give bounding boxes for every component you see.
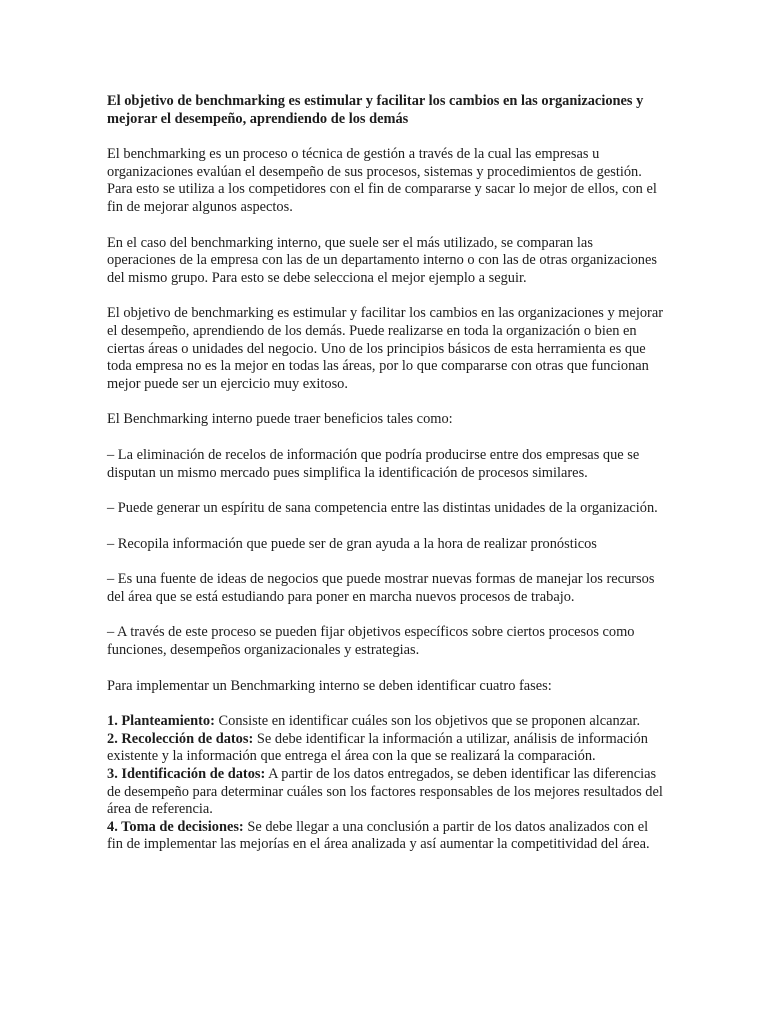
phase-text: Se debe identificar la información a utilizar, análisis de información existente y la información que entrega el área con la que se realizará la comparación. [107,730,648,765]
phases-intro: Para implementar un Benchmarking interno se deben identificar cuatro fases: [107,677,552,694]
phase-label: 4. Toma de decisiones: [107,818,244,835]
intro-paragraph: El benchmarking es un proceso o técnica de gestión a través de la cual las empresas u organizaciones evalúan el desempeño de sus procesos, sistemas y procedimientos de gestión. Para esto se utiliza a los competidores con el fin de compararse y sacar lo mejor de ellos, con el fin de mejorar algunos aspectos. [107,146,657,215]
benefit-item: – Recopila información que puede ser de gran ayuda a la hora de realizar pronósticos [107,535,597,552]
benefit-item: – La eliminación de recelos de información que podría producirse entre dos empresas que se disputan un mismo mercado pues simplifica la identificación de procesos similares. [107,446,640,481]
phase-label: 3. Identificación de datos: [107,766,266,783]
paragraph-benefits-intro: El Benchmarking interno puede traer beneficios tales como: [107,411,453,428]
phase-label: 1. Planteamiento: [107,713,215,730]
phase-text: Se debe llegar a una conclusión a partir de los datos analizados con el fin de implementar las mejorías en el área analizada y así aumentar la competitividad del área. [107,818,650,853]
document-page [107,93,663,854]
phase-item [107,766,663,819]
phase-text: Consiste en identificar cuáles son los objetivos que se proponen alcanzar. [214,713,641,730]
phase-item [107,713,663,731]
benefit-item: – Puede generar un espíritu de sana competencia entre las distintas unidades de la organización. [107,500,658,517]
benefit-item: – Es una fuente de ideas de negocios que puede mostrar nuevas formas de manejar los recursos del área que se está estudiando para poner en marcha nuevos procesos de trabajo. [107,571,655,605]
paragraph-internal-benchmarking: En el caso del benchmarking interno, que suele ser el más utilizado, se comparan las operaciones de la empresa con las de un departamento interno o con las de otras organizaciones del mismo grupo. Para esto se debe selecciona el mejor ejemplo a seguir. [107,234,657,286]
benefit-item: – A través de este proceso se pueden fijar objetivos específicos sobre ciertos procesos como funciones, desempeños organizacionales y estrategias. [107,624,635,659]
phase-item [107,819,663,854]
paragraph-objective: El objetivo de benchmarking es estimular y facilitar los cambios en las organizaciones y mejorar el desempeño, aprendiendo de los demás. Puede realizarse en toda la organización o bien en ciertas áreas o unidades del negocio. Uno de los principios básicos de esta herramienta es que toda empresa no es la mejor en todas las áreas, por lo que compararse con otras que funcionan mejor puede ser un ejercicio muy exitoso. [107,305,663,392]
phase-item [107,731,663,766]
document-title: El objetivo de benchmarking es estimular y facilitar los cambios en las organizaciones y mejorar el desempeño, aprendiendo de los demás [107,93,644,127]
phase-label: 2. Recolección de datos: [107,730,254,747]
phase-text: A partir de los datos entregados, se deben identificar las diferencias de desempeño para determinar cuáles son los factores responsables de los mejores resultados del área de referencia. [107,766,663,818]
